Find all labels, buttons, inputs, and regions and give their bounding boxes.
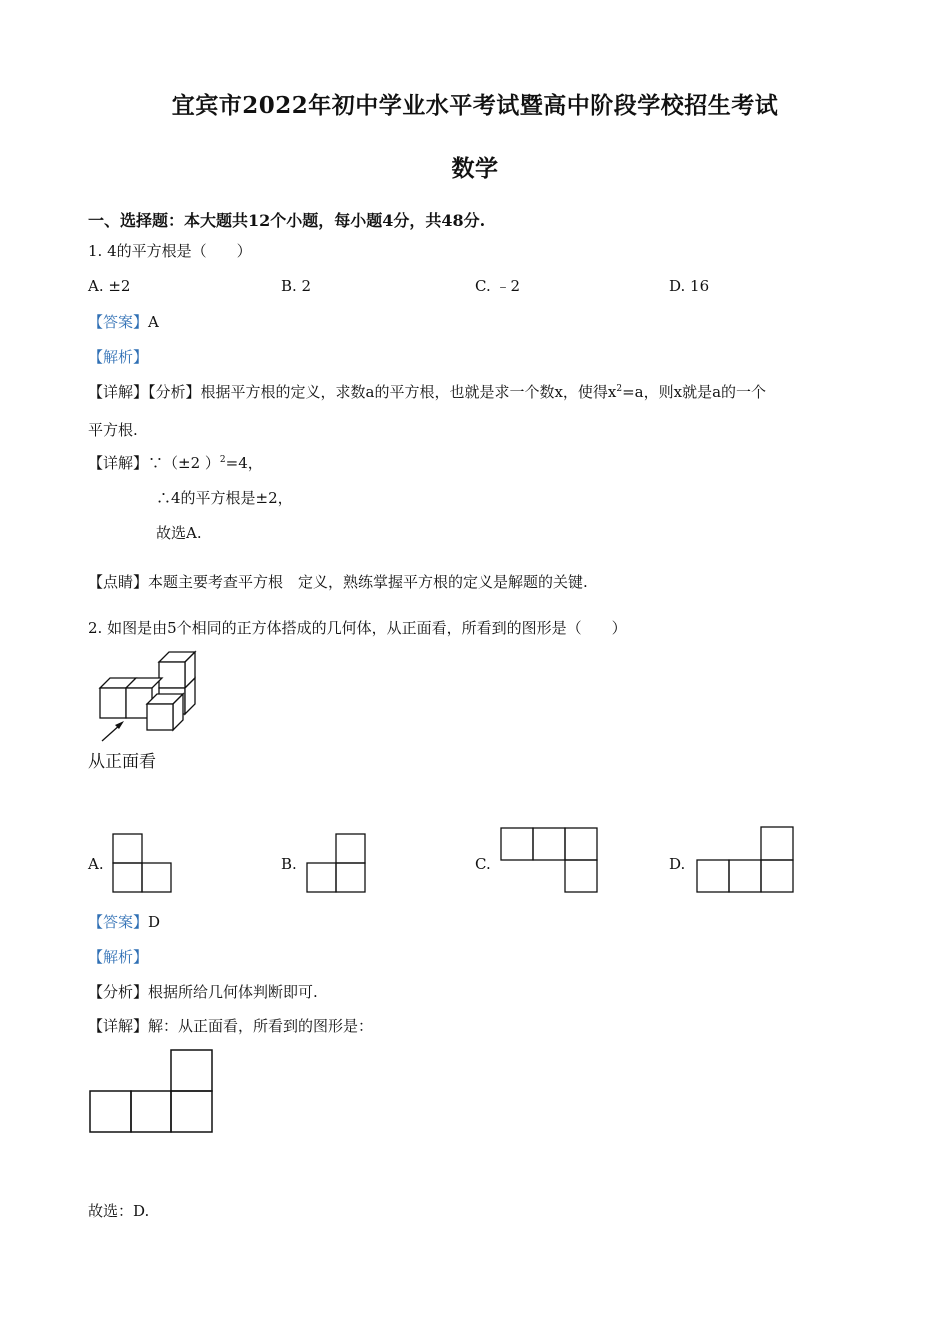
figure-caption: 从正面看 [88, 752, 156, 772]
q1-step3: 故选A. [156, 524, 202, 542]
q2-detail: 【详解】解：从正面看，所看到的图形是： [88, 1017, 374, 1035]
analysis-tag: 【解析】 [88, 348, 149, 366]
q1-stem: 1. 4的平方根是（ ） [88, 242, 252, 260]
q2-option-c-figure [500, 827, 600, 895]
q1-solve-line [88, 456, 263, 471]
q1-answer-row [88, 315, 159, 330]
q1-detail-line1 [88, 385, 766, 400]
superscript: 2 [616, 384, 623, 394]
cube-figure [88, 648, 208, 748]
q2-option-c-label: C. [475, 855, 491, 873]
q2-option-a-label: A. [88, 855, 104, 873]
answer-value: D [148, 913, 161, 931]
q1-detail-line2: 平方根. [88, 421, 138, 439]
q1-remark: 【点睛】本题主要考查平方根 定义，熟练掌握平方根的定义是解题的关键. [88, 573, 588, 591]
q2-option-b-label: B. [281, 855, 297, 873]
q2-choose: 故选：D. [88, 1202, 150, 1220]
detail-text: 【详解】【分析】根据平方根的定义，求数a的平方根，也就是求一个数x，使得x [88, 383, 617, 401]
solve-tail: =4， [225, 454, 263, 472]
q2-option-b-figure [306, 833, 368, 895]
solve-text: 【详解】∵（±2 ） [88, 454, 220, 472]
answer-tag: 【答案】 [88, 913, 149, 931]
q2-stem: 2. 如图是由5个相同的正方体搭成的几何体，从正面看，所看到的图形是（ ） [88, 619, 627, 637]
q1-option-a: A. ±2 [88, 277, 131, 295]
q1-option-c: C. ﹣2 [475, 277, 521, 295]
q1-option-b: B. 2 [281, 277, 312, 295]
q2-answer-row [88, 915, 160, 930]
analysis-tag: 【解析】 [88, 948, 149, 966]
detail-text-tail: =a，则x就是a的一个 [622, 383, 767, 401]
q2-option-d-figure [696, 826, 796, 894]
q1-step2: ∴4的平方根是±2， [156, 489, 293, 507]
q2-option-a-figure [112, 833, 174, 895]
section-heading: 一、选择题：本大题共12个小题，每小题4分，共48分. [88, 211, 486, 230]
answer-value: A [148, 313, 159, 331]
answer-tag: 【答案】 [88, 313, 149, 331]
q2-solution-figure [89, 1049, 215, 1135]
q1-option-d: D. 16 [669, 277, 710, 295]
q2-option-d-label: D. [669, 855, 686, 873]
q2-analysis: 【分析】根据所给几何体判断即可. [88, 983, 318, 1001]
superscript: 2 [219, 455, 226, 465]
page-title: 宜宾市2022年初中学业水平考试暨高中阶段学校招生考试 [171, 92, 779, 119]
subject-title: 数学 [451, 155, 499, 182]
